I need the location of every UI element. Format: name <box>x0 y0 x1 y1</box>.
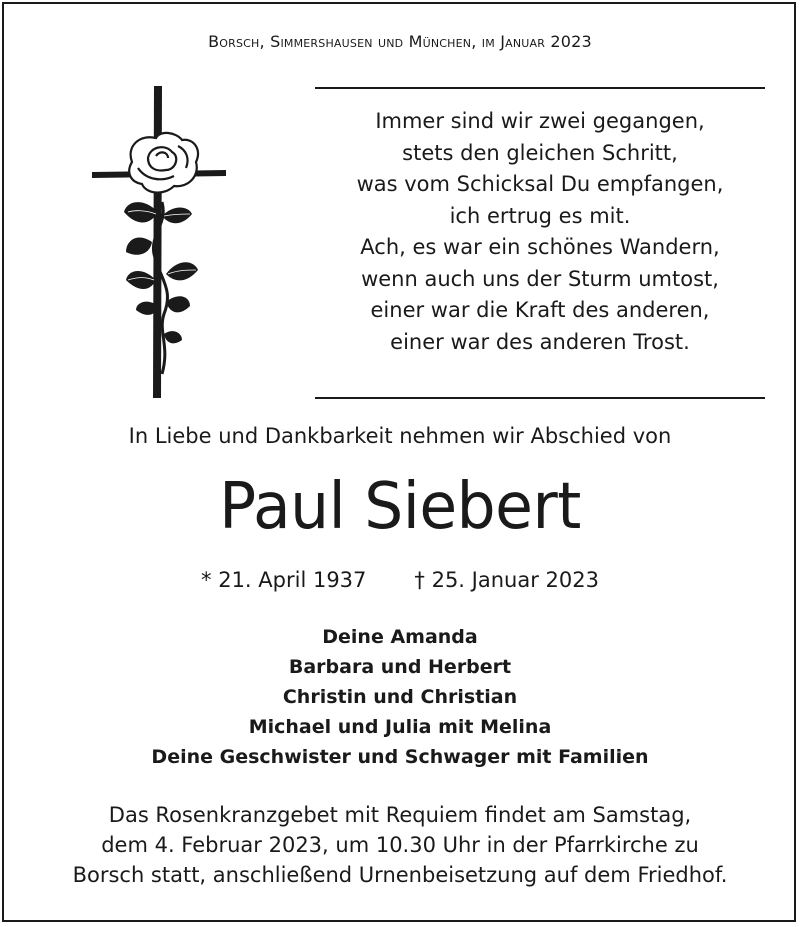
mourner-line: Christin und Christian <box>282 686 518 708</box>
poem-line: einer war die Kraft des anderen, <box>370 298 710 322</box>
poem-line: wenn auch uns der Sturm umtost, <box>361 266 719 291</box>
service-line: dem 4. Februar 2023, um 10.30 Uhr in der Pfarrkirche zu <box>101 833 699 857</box>
mourner-line: Barbara und Herbert <box>288 656 512 678</box>
mourner-line: Deine Amanda <box>322 626 478 648</box>
poem-line: stets den gleichen Schritt, <box>402 140 678 165</box>
deceased-name: Paul Siebert <box>219 470 581 544</box>
service-line: Borsch statt, anschließend Urnenbeisetzung auf dem Friedhof. <box>72 863 728 887</box>
life-dates <box>0 568 800 592</box>
poem-line: Immer sind wir zwei gegangen, <box>375 109 705 133</box>
poem-bottom-rule <box>315 397 765 399</box>
poem-line: Ach, es war ein schönes Wandern, <box>360 235 720 259</box>
farewell-intro: In Liebe und Dankbarkeit nehmen wir Abschied von <box>128 424 672 448</box>
mourners-list <box>0 622 800 772</box>
mourner-line: Deine Geschwister und Schwager mit Familien <box>151 746 649 768</box>
service-announcement <box>0 800 800 890</box>
poem-top-rule <box>315 87 765 89</box>
place-date-header: Borsch, Simmershausen und München, im Januar 2023 <box>208 32 592 51</box>
birth-date: * 21. April 1937 <box>201 568 367 592</box>
death-date: † 25. Januar 2023 <box>414 568 599 592</box>
service-line: Das Rosenkranzgebet mit Requiem findet am Samstag, <box>108 803 692 827</box>
poem <box>315 106 765 358</box>
cross-with-rose-icon <box>90 84 230 400</box>
poem-line: einer war des anderen Trost. <box>390 329 690 354</box>
poem-line: was vom Schicksal Du empfangen, <box>356 172 724 196</box>
poem-line: ich ertrug es mit. <box>449 203 631 228</box>
mourner-line: Michael und Julia mit Melina <box>248 716 552 738</box>
